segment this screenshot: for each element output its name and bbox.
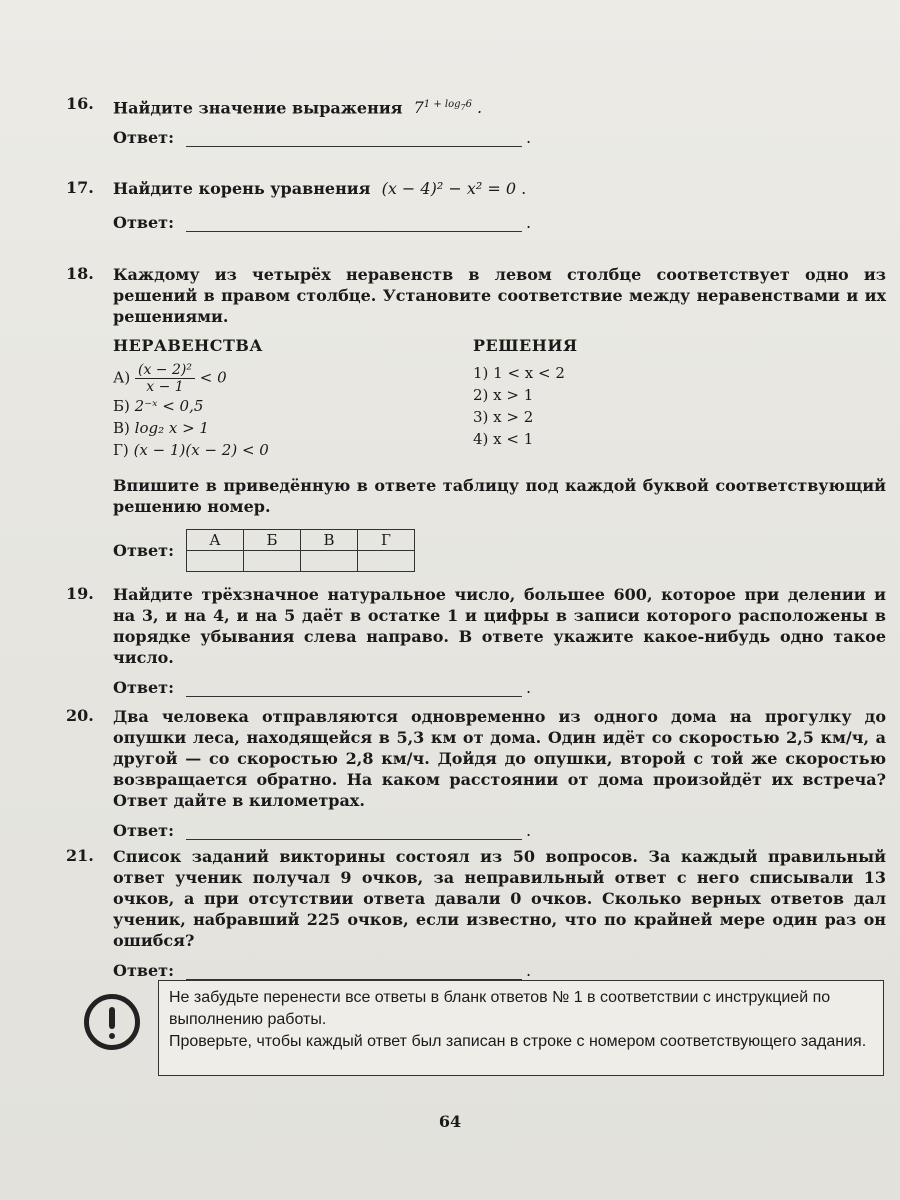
task-expression: $7^{1 + log_76}$ . [413, 98, 483, 118]
task-number: 21. [66, 846, 94, 865]
task-16 [66, 94, 886, 147]
answer-field[interactable]: Ответ: . [113, 821, 532, 840]
task-text: Два человека отправляются одновременно из одного дома на прогулку до опушки леса, находящейся в 5,3 км от дома. Один идёт со скоростью 2,5 км/ч, а другой — со скоростью 2,8 км/ч. Дойдя до опушки, второй с той же скоростью возвращается обратно. На каком расстоянии от дома произойдёт их встреча? Ответ дайте в километрах. [113, 707, 886, 810]
answer-cell-g[interactable] [357, 551, 414, 572]
task-17: 17. Найдите корень уравнения (x − 4)² − x² = 0 . Ответ: . [66, 178, 886, 232]
task-number: 20. [66, 706, 94, 725]
solution-item: 4) x < 1 [473, 430, 534, 448]
answer-blank[interactable] [186, 963, 522, 980]
task-number: 17. [66, 178, 94, 197]
task-19 [66, 584, 886, 697]
solutions-heading: РЕШЕНИЯ [473, 336, 578, 355]
inequality-v: В) log₂ x > 1 [113, 419, 209, 437]
task-text: Каждому из четырёх неравенств в левом столбце соответствует одно из решений в правом столбце. Установите соответствие между неравенствами и их решениями. [113, 265, 886, 326]
answer-table [186, 529, 415, 572]
solution-item: 1) 1 < x < 2 [473, 364, 565, 382]
solutions-column [473, 335, 773, 461]
notice-line-2: Проверьте, чтобы каждый ответ был записан в строке с номером соответствующего задания. [169, 1033, 867, 1050]
answer-blank[interactable] [186, 130, 522, 147]
task-number: 18. [66, 264, 94, 283]
table-header-b: Б [243, 530, 300, 551]
inequality-a: А) $\frac{\text{(x − 2)²}}{x - 1}$ < 0 [113, 362, 227, 395]
answer-table-row: Ответ: А Б В Г [113, 529, 886, 572]
inequality-b: Б) 2⁻ˣ < 0,5 [113, 397, 204, 415]
answer-field[interactable]: Ответ: . [113, 128, 532, 148]
task-text: Список заданий викторины состоял из 50 вопросов. За каждый правильный ответ ученик получал 9 очков, за неправильный ответ с него списывали 13 очков, а при отсутствии ответа давали 0 очков. Сколько верных ответов дал ученик, набравший 225 очков, если известно, что по крайней мере один раз он ошибся? [113, 847, 886, 950]
table-header-a: А [186, 530, 243, 551]
notice-line-1: Не забудьте перенести все ответы в бланк ответов № 1 в соответствии с инструкцией по выполнению работы. [169, 989, 831, 1028]
solution-item: 2) x > 1 [473, 386, 534, 404]
inequalities-column [113, 335, 473, 461]
exclamation-icon [84, 994, 140, 1050]
table-header-v: В [300, 530, 357, 551]
table-instruction: Впишите в приведённую в ответе таблицу под каждой буквой соответствующий решению номер. [113, 476, 886, 516]
inequalities-heading: НЕРАВЕНСТВА [113, 336, 263, 355]
solution-item: 3) x > 2 [473, 408, 534, 426]
answer-cell-a[interactable] [186, 551, 243, 572]
table-header-g: Г [357, 530, 414, 551]
task-18 [66, 264, 886, 572]
task-expression: (x − 4)² − x² = 0 [381, 179, 517, 198]
answer-blank[interactable] [186, 215, 522, 232]
matching-columns [113, 335, 886, 461]
answer-cell-b[interactable] [243, 551, 300, 572]
page-number: 64 [438, 1112, 462, 1131]
task-text: Найдите корень уравнения [113, 179, 371, 198]
task-number: 16. [66, 94, 94, 113]
task-20 [66, 706, 886, 840]
answer-field[interactable]: Ответ: . [113, 961, 532, 980]
task-text: Найдите трёхзначное натуральное число, большее 600, которое при делении и на 3, и на 4, и на 5 даёт в остатке 1 и цифры в записи которого расположены в порядке убывания слева направо. В ответе укажите какое-нибудь одно такое число. [113, 585, 886, 667]
notice-box [158, 980, 884, 1076]
answer-field[interactable]: Ответ: . [113, 213, 532, 232]
answer-blank[interactable] [186, 680, 522, 697]
task-21 [66, 846, 886, 980]
inequality-g: Г) (x − 1)(x − 2) < 0 [113, 441, 269, 459]
answer-field[interactable]: Ответ: . [113, 678, 532, 697]
task-text: Найдите значение выражения [113, 98, 403, 118]
answer-cell-v[interactable] [300, 551, 357, 572]
answer-blank[interactable] [186, 823, 522, 840]
task-number: 19. [66, 584, 94, 603]
